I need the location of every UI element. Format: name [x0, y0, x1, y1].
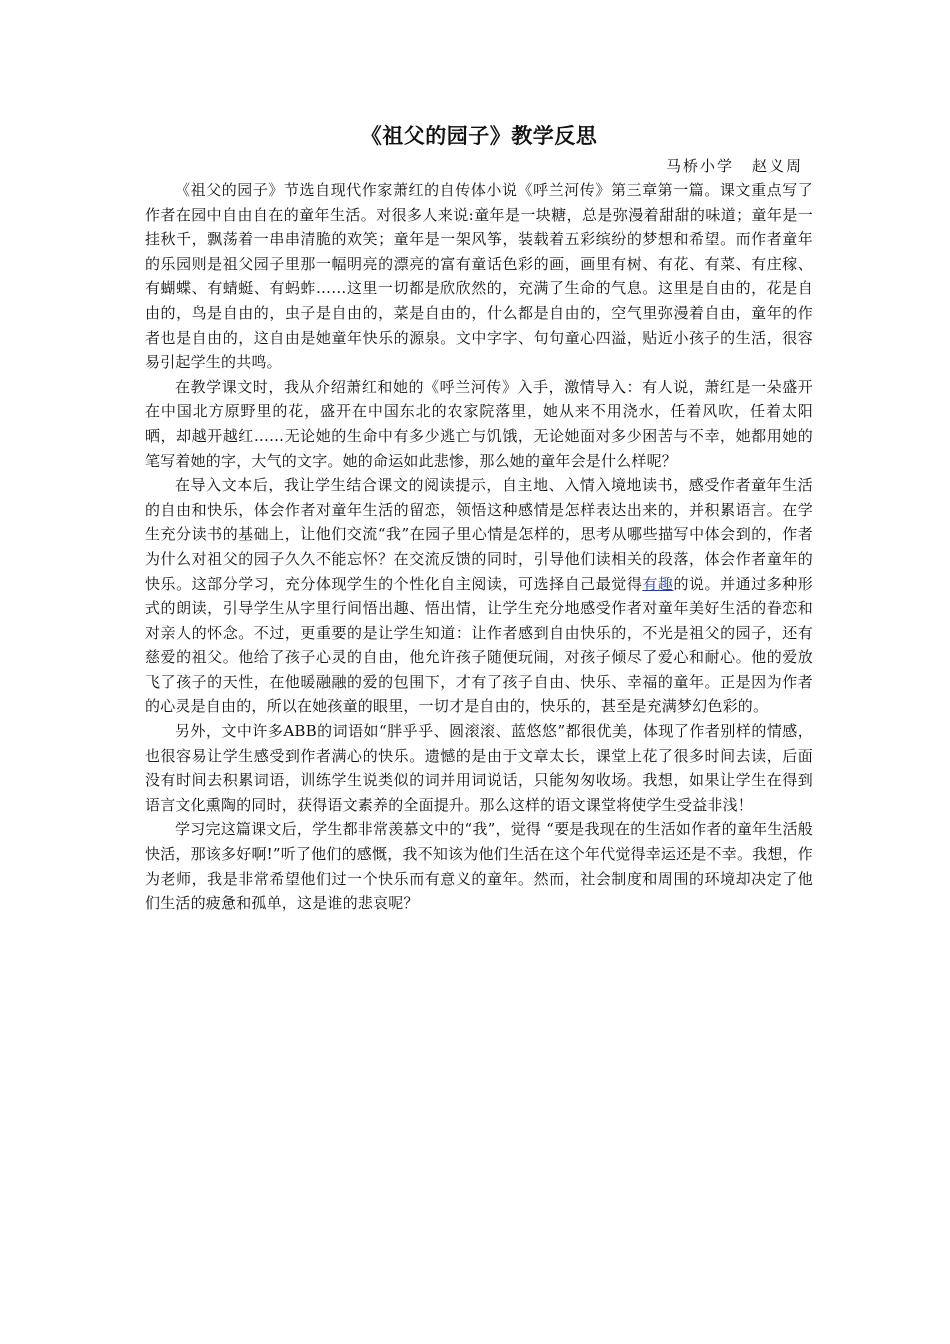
paragraph-lead-in: 在教学课文时，我从介绍萧红和她的《呼兰河传》入手，激情导入：有人说，萧红是一朵盛开在中国北方原野里的花，盛开在中国东北的农家院落里，她从来不用浇水，任着风吹，任着太阳晒，却越开越红……无论她的生命中有多少逃亡与饥饿，无论她面对多少困苦与不幸，她都用她的笔写着她的字，大气的文字。她的命运如此悲惨，那么她的童年会是什么样呢？ — [145, 377, 813, 470]
paragraph-intro: 《祖父的园子》节选自现代作家萧红的自传体小说《呼兰河传》第三章第一篇。课文重点写了作者在园中自由自在的童年生活。对很多人来说:童年是一块糖，总是弥漫着甜甜的味道；童年是一挂秋千，飘荡着一串串清脆的欢笑；童年是一架风筝，装载着五彩缤纷的梦想和希望。而作者童年的乐园则是祖父园子里那一幅明亮的漂亮的富有童话色彩的画，画里有树、有花、有菜、有庄稼、有蝴蝶、有蜻蜓、有蚂蚱……这里一切都是欣欣然的，充满了生命的气息。这里是自由的，花是自由的，鸟是自由的，虫子是自由的，菜是自由的，什么都是自由的，空气里弥漫着自由，童年的作者也是自由的，这自由是她童年快乐的源泉。文中字字、句句童心四溢，贴近小孩子的生活，很容易引起学生的共鸣。 — [145, 181, 813, 372]
paragraph-vocabulary: 另外，文中许多ABB的词语如“胖乎乎、圆滚滚、蓝悠悠”都很优美，体现了作者别样的情感，也很容易让学生感受到作者满心的快乐。遗憾的是由于文章太长，课堂上花了很多时间去读，后面没有时间去积累词语，训练学生说类似的词并用词说话，只能匆匆收场。我想，如果让学生在得到语言文化熏陶的同时，获得语文素养的全面提升。那么这样的语文课堂将使学生受益非浅！ — [145, 722, 813, 814]
author-name: 赵义周 — [751, 157, 803, 175]
paragraph-reading-part-1: 在导入文本后，我让学生结合课文的阅读提示，自主地、入情入境地读书，感受作者童年生活的自由和快乐，体会作者对童年生活的留恋，领悟这种感情是怎样表达出来的，并积累语言。在学生充分读书的基础上，让他们交流“我”在园子里心情是怎样的，思考从哪些描写中体会到的，作者为什么对祖父的园子久久不能忘怀？在交流反馈的同时，引导他们读相关的段落，体会作者童年的快乐。这部分学习，充分体现学生的个性化自主阅读，可选择自己最觉得 — [145, 476, 813, 593]
author-school: 马桥小学 — [665, 157, 734, 175]
interesting-link[interactable]: 有趣 — [642, 574, 674, 593]
paragraph-reading — [145, 473, 813, 719]
paragraph-reading-part-2: 的说。并通过多种形式的朗读，引导学生从字里行间悟出趣、悟出情，让学生充分地感受作者对童年美好生活的眷恋和对亲人的怀念。不过，更重要的是让学生知道：让作者感到自由快乐的，不光是祖父的园子，还有慈爱的祖父。他给了孩子心灵的自由，他允许孩子随便玩闹，对孩子倾尽了爱心和耐心。他的爱放飞了孩子的天性，在他暖融融的爱的包围下，才有了孩子自由、快乐、幸福的童年。正是因为作者的心灵是自由的，所以在她孩童的眼里，一切才是自由的，快乐的，甚至是充满梦幻色彩的。 — [145, 574, 813, 716]
paragraph-conclusion: 学习完这篇课文后，学生都非常羡慕文中的“我”，觉得 “要是我现在的生活如作者的童年生活般快活，那该多好啊!”听了他们的感慨，我不知该为他们生活在这个年代觉得幸运还是不幸。我想，作为老师，我是非常希望他们过一个快乐而有意义的童年。然而，社会制度和周围的环境却决定了他们生活的疲惫和孤单，这是谁的悲哀呢？ — [145, 820, 813, 913]
document-title: 《祖父的园子》教学反思 — [360, 124, 598, 148]
author-line — [145, 154, 803, 178]
document-page — [145, 118, 813, 916]
